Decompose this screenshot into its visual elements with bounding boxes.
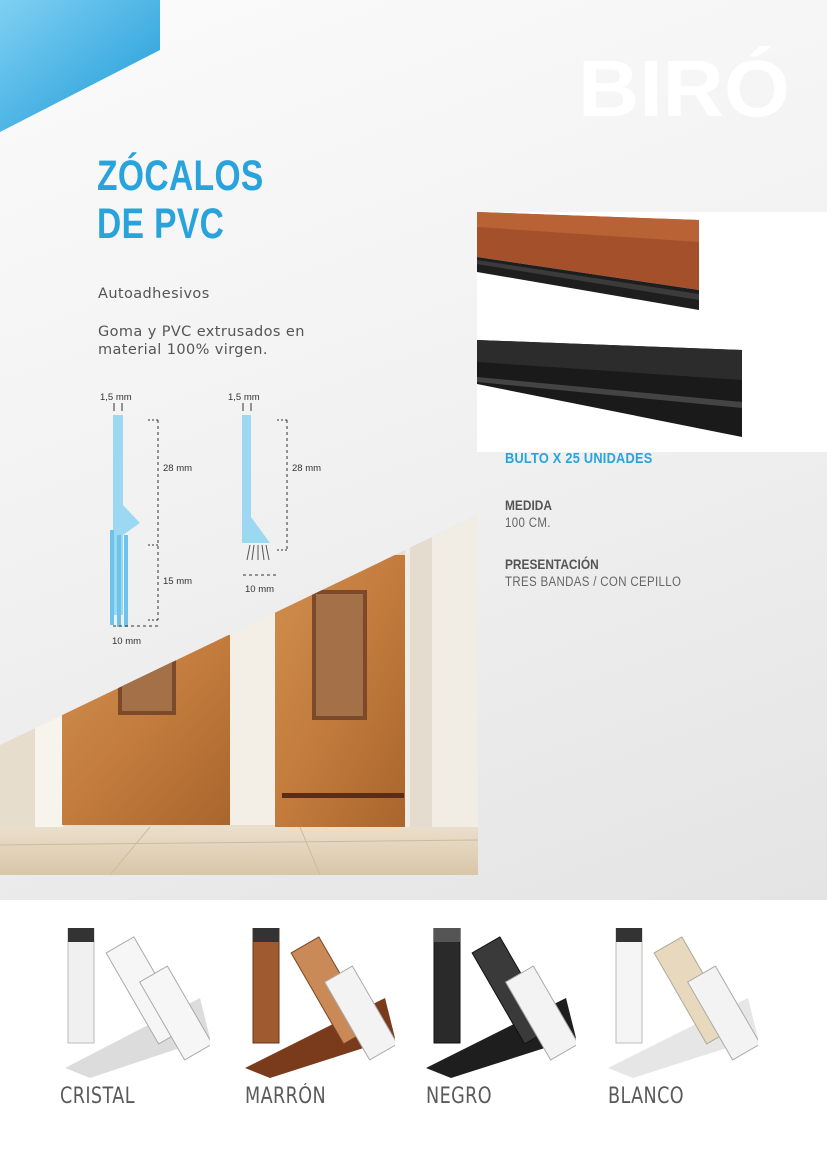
left-width-label: 10 mm	[112, 636, 142, 647]
package-image-cristal	[60, 928, 210, 1078]
variant-marron	[245, 928, 400, 1128]
biro-logo	[578, 46, 793, 122]
subtitle: Autoadhesivos	[98, 286, 210, 302]
corner-accent	[0, 0, 170, 135]
title-line-2: DE PVC	[97, 200, 225, 248]
description: Goma y PVC extrusados en material 100% virgen.	[98, 324, 305, 358]
page-title	[97, 152, 264, 248]
variant-label: NEGRO	[426, 1084, 493, 1109]
package-info: BULTO X 25 UNIDADES	[505, 450, 653, 467]
left-thickness-label: 1,5 mm	[100, 392, 132, 403]
measure-label: MEDIDA	[505, 497, 552, 513]
variant-negro	[426, 928, 581, 1128]
title-line-1: ZÓCALOS	[97, 152, 264, 200]
left-height-top-label: 28 mm	[163, 463, 193, 474]
package-image-blanco	[608, 928, 758, 1078]
measure-value: 100 CM.	[505, 515, 551, 530]
right-width-label: 10 mm	[245, 584, 275, 595]
variant-label: BLANCO	[608, 1084, 685, 1109]
presentation-value: TRES BANDAS / CON CEPILLO	[505, 574, 682, 589]
product-photo	[477, 212, 827, 452]
package-image-negro	[426, 928, 576, 1078]
variant-cristal	[60, 928, 215, 1128]
variant-blanco	[608, 928, 763, 1128]
package-image-marron	[245, 928, 395, 1078]
right-height-top-label: 28 mm	[292, 463, 322, 474]
logo-text: BIRÓ	[578, 46, 790, 122]
door-photo	[0, 515, 478, 875]
presentation-label: PRESENTACIÓN	[505, 556, 599, 572]
variant-label: MARRÓN	[245, 1084, 327, 1109]
variant-label: CRISTAL	[60, 1084, 135, 1109]
right-thickness-label: 1,5 mm	[228, 392, 260, 403]
left-height-bottom-label: 15 mm	[163, 576, 193, 587]
specs-block	[505, 450, 805, 615]
